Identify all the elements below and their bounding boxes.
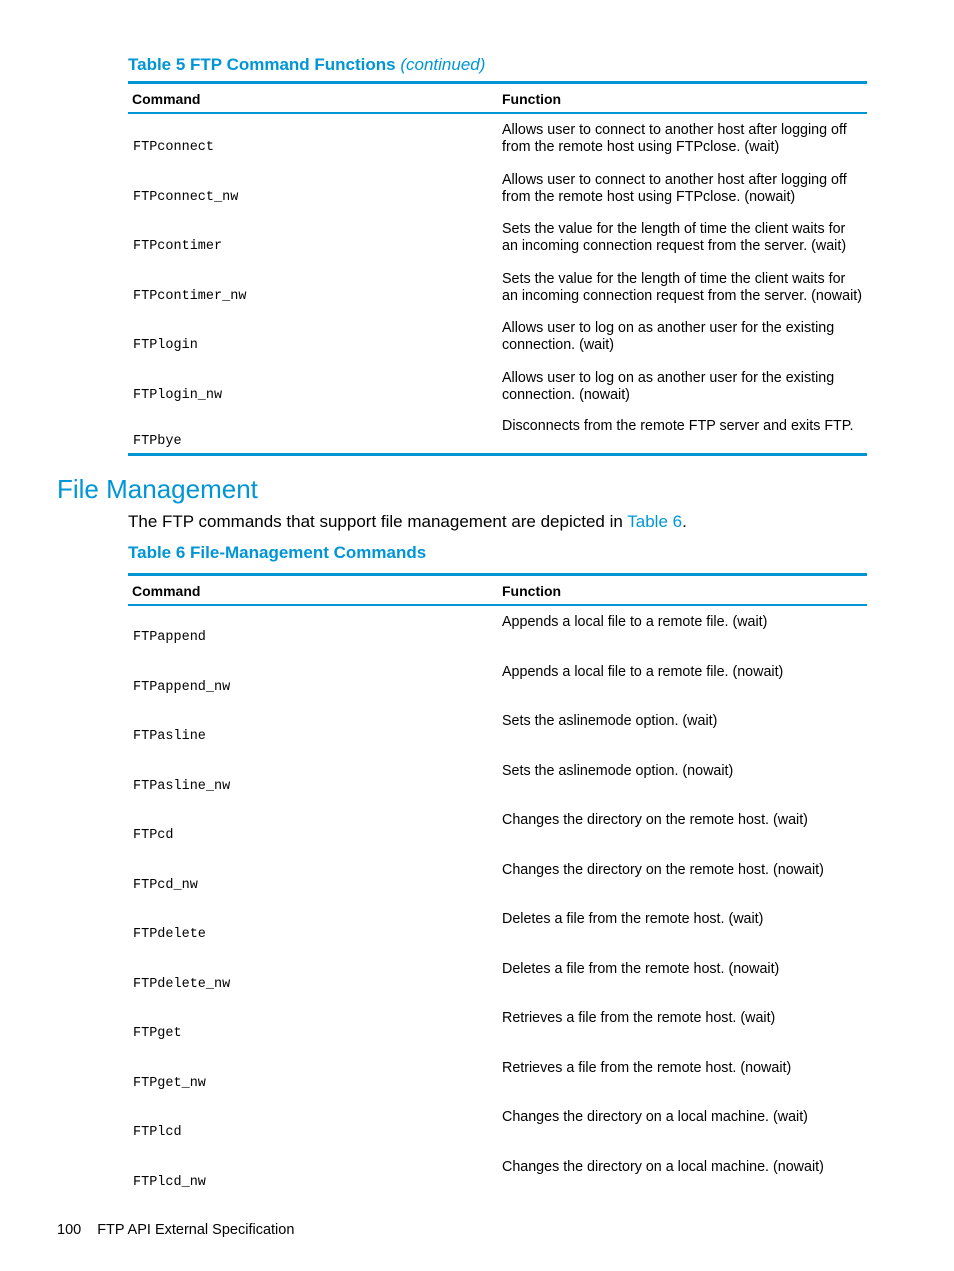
command-cell: FTPdelete xyxy=(133,927,206,942)
table-row xyxy=(128,1151,867,1201)
table-row xyxy=(128,705,867,755)
table-row xyxy=(128,903,867,953)
function-cell: Disconnects from the remote FTP server and exits FTP. xyxy=(502,418,854,434)
table5-caption-title: Table 5 FTP Command Functions xyxy=(128,55,396,74)
table6-link[interactable]: Table 6 xyxy=(627,512,683,531)
function-cell: Changes the directory on the remote host. (wait) xyxy=(502,812,808,828)
table-row xyxy=(128,1052,867,1102)
command-cell: FTPlcd_nw xyxy=(133,1174,206,1190)
table-row xyxy=(128,217,867,267)
command-cell: FTPbye xyxy=(133,434,182,449)
command-cell: FTPcontimer_nw xyxy=(133,288,247,304)
function-cell: Appends a local file to a remote file. (nowait) xyxy=(502,663,784,680)
function-cell: Deletes a file from the remote host. (wait) xyxy=(502,911,764,927)
table-row xyxy=(128,118,867,168)
table6-header-row xyxy=(128,576,867,606)
command-cell: FTPconnect xyxy=(133,140,215,155)
function-cell: Retrieves a file from the remote host. (wait) xyxy=(502,1010,776,1026)
command-cell: FTPlcd xyxy=(133,1125,182,1140)
function-cell: Changes the directory on the remote host. (nowait) xyxy=(502,861,824,878)
function-cell: Appends a local file to a remote file. (wait) xyxy=(502,614,768,630)
table-row xyxy=(128,1101,867,1151)
command-cell: FTPconnect_nw xyxy=(133,189,239,205)
table-row xyxy=(128,953,867,1003)
command-cell: FTPget xyxy=(133,1026,182,1041)
command-cell: FTPcontimer xyxy=(133,239,223,254)
function-cell: Allows user to log on as another user for the existing connection. (nowait) xyxy=(502,369,835,403)
table5-caption xyxy=(128,55,485,75)
table-row xyxy=(128,606,867,656)
table5 xyxy=(128,81,867,456)
table-row xyxy=(128,1002,867,1052)
command-cell: FTPdelete_nw xyxy=(133,976,231,992)
table-row xyxy=(128,804,867,854)
page-number: 100 xyxy=(57,1222,82,1238)
function-cell: Changes the directory on a local machine. (nowait) xyxy=(502,1158,824,1175)
table-row xyxy=(128,415,867,449)
function-cell: Sets the value for the length of time the client waits for an incoming connection request from the server. (nowait) xyxy=(502,270,862,304)
function-cell: Allows user to connect to another host after logging off from the remote host using FTPclose. (wait) xyxy=(502,122,847,155)
command-cell: FTPcd_nw xyxy=(133,877,198,893)
table5-header-command: Command xyxy=(132,91,201,107)
command-cell: FTPget_nw xyxy=(133,1075,206,1091)
table5-header-row xyxy=(128,84,867,114)
table5-header-function: Function xyxy=(502,91,562,107)
command-cell: FTPasline_nw xyxy=(133,778,231,794)
table-row xyxy=(128,366,867,416)
command-cell: FTPappend xyxy=(133,630,206,645)
function-cell: Sets the aslinemode option. (nowait) xyxy=(502,762,734,779)
function-cell: Retrieves a file from the remote host. (nowait) xyxy=(502,1059,792,1076)
command-cell: FTPcd xyxy=(133,828,174,843)
command-cell: FTPlogin xyxy=(133,338,198,353)
section-heading: File Management xyxy=(57,474,258,504)
command-cell: FTPasline xyxy=(133,729,206,744)
command-cell: FTPlogin_nw xyxy=(133,387,223,403)
table-row xyxy=(128,267,867,317)
table-row xyxy=(128,656,867,706)
function-cell: Sets the aslinemode option. (wait) xyxy=(502,713,718,729)
table5-bottom-rule xyxy=(128,453,867,456)
function-cell: Allows user to log on as another user for the existing connection. (wait) xyxy=(502,320,835,353)
table-row xyxy=(128,168,867,218)
footer-title: FTP API External Specification xyxy=(97,1222,295,1238)
table6-header-function: Function xyxy=(502,583,562,599)
table6-caption: Table 6 File-Management Commands xyxy=(128,543,427,562)
function-cell: Deletes a file from the remote host. (nowait) xyxy=(502,960,780,977)
function-cell: Changes the directory on a local machine. (wait) xyxy=(502,1109,808,1125)
intro-end: . xyxy=(682,512,687,531)
table6-header-command: Command xyxy=(132,583,201,599)
table-row xyxy=(128,755,867,805)
command-cell: FTPappend_nw xyxy=(133,679,231,695)
function-cell: Allows user to connect to another host after logging off from the remote host using FTPclose. (nowait) xyxy=(502,171,847,205)
section-intro xyxy=(128,512,687,532)
function-cell: Sets the value for the length of time the client waits for an incoming connection request from the server. (wait) xyxy=(502,221,847,254)
table6 xyxy=(128,573,867,1200)
intro-text: The FTP commands that support file management are depicted in xyxy=(128,512,628,531)
table-row xyxy=(128,316,867,366)
table5-caption-continued: (continued) xyxy=(400,55,486,74)
table-row xyxy=(128,854,867,904)
page-footer xyxy=(57,1222,294,1238)
